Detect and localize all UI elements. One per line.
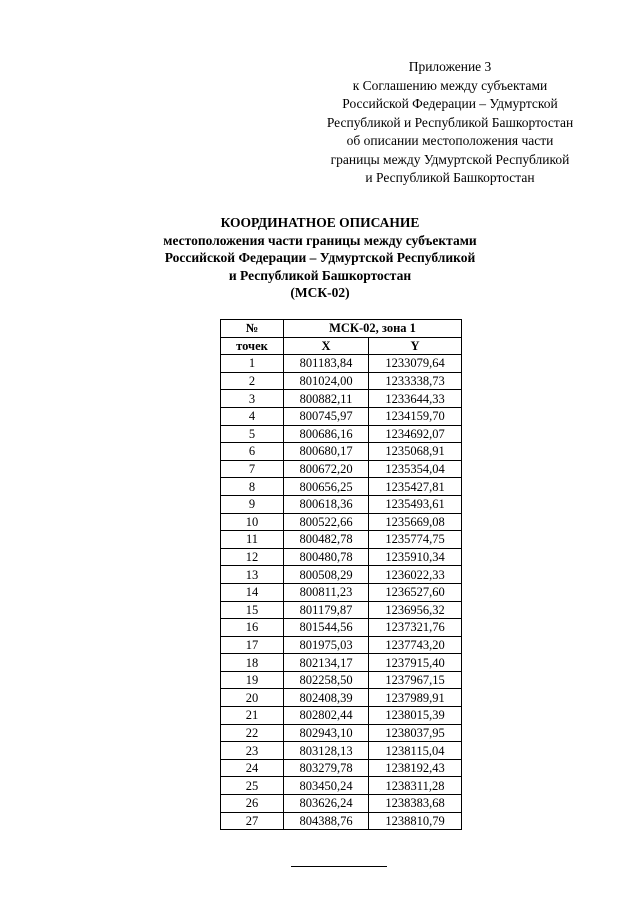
table-row <box>221 566 462 584</box>
point-number-cell: 14 <box>221 583 284 601</box>
appendix-line: Республикой и Республикой Башкортостан <box>326 114 574 130</box>
title-line: местоположения части границы между субъектами <box>163 232 477 248</box>
point-number-cell: 26 <box>221 795 284 813</box>
title-line: и Республикой Башкортостан <box>228 267 412 283</box>
table-row <box>221 601 462 619</box>
point-number-cell: 1 <box>221 355 284 373</box>
y-coordinate-cell: 1237915,40 <box>369 654 462 672</box>
table-row <box>221 407 462 425</box>
y-coordinate-cell: 1238383,68 <box>369 795 462 813</box>
x-coordinate-cell: 800686,16 <box>284 425 369 443</box>
point-number-header-sub: точек <box>221 337 284 355</box>
point-number-cell: 10 <box>221 513 284 531</box>
x-coordinate-cell: 804388,76 <box>284 812 369 830</box>
y-coordinate-cell: 1235669,08 <box>369 513 462 531</box>
x-coordinate-cell: 802802,44 <box>284 707 369 725</box>
table-row <box>221 355 462 373</box>
y-coordinate-cell: 1234692,07 <box>369 425 462 443</box>
table-row <box>221 795 462 813</box>
y-coordinate-cell: 1236022,33 <box>369 566 462 584</box>
y-coordinate-cell: 1236527,60 <box>369 583 462 601</box>
coordinates-table <box>220 319 462 830</box>
x-coordinate-cell: 801975,03 <box>284 636 369 654</box>
x-coordinate-cell: 802258,50 <box>284 671 369 689</box>
table-row <box>221 759 462 777</box>
y-coordinate-cell: 1238192,43 <box>369 759 462 777</box>
y-coordinate-cell: 1238037,95 <box>369 724 462 742</box>
point-number-cell: 15 <box>221 601 284 619</box>
point-number-cell: 9 <box>221 495 284 513</box>
x-coordinate-cell: 803128,13 <box>284 742 369 760</box>
x-coordinate-cell: 801544,56 <box>284 619 369 637</box>
x-coordinate-cell: 800508,29 <box>284 566 369 584</box>
point-number-cell: 25 <box>221 777 284 795</box>
table-row <box>221 777 462 795</box>
table-body <box>221 355 462 830</box>
y-coordinate-cell: 1238810,79 <box>369 812 462 830</box>
y-coordinate-cell: 1235427,81 <box>369 478 462 496</box>
point-number-cell: 21 <box>221 707 284 725</box>
x-coordinate-cell: 800745,97 <box>284 407 369 425</box>
x-coordinate-cell: 801179,87 <box>284 601 369 619</box>
y-coordinate-cell: 1237321,76 <box>369 619 462 637</box>
y-coordinate-cell: 1236956,32 <box>369 601 462 619</box>
x-coordinate-cell: 803626,24 <box>284 795 369 813</box>
x-coordinate-cell: 800680,17 <box>284 443 369 461</box>
point-number-cell: 12 <box>221 548 284 566</box>
table-row <box>221 583 462 601</box>
end-divider <box>291 866 387 867</box>
table-header <box>221 320 462 355</box>
point-number-cell: 11 <box>221 531 284 549</box>
y-coordinate-cell: 1235774,75 <box>369 531 462 549</box>
table-header-row <box>221 337 462 355</box>
table-row <box>221 689 462 707</box>
table-header-row <box>221 320 462 338</box>
point-number-cell: 18 <box>221 654 284 672</box>
appendix-header <box>300 58 600 188</box>
y-coordinate-cell: 1235910,34 <box>369 548 462 566</box>
point-number-cell: 6 <box>221 443 284 461</box>
table-row <box>221 372 462 390</box>
point-number-header: № <box>221 320 284 338</box>
y-coordinate-cell: 1235493,61 <box>369 495 462 513</box>
appendix-line: об описании местоположения части <box>346 133 554 148</box>
table-row <box>221 654 462 672</box>
table-row <box>221 513 462 531</box>
x-coordinate-cell: 800482,78 <box>284 531 369 549</box>
zone-header: МСК-02, зона 1 <box>284 320 462 338</box>
point-number-cell: 19 <box>221 671 284 689</box>
table-row <box>221 636 462 654</box>
table-row <box>221 443 462 461</box>
x-coordinate-cell: 801183,84 <box>284 355 369 373</box>
x-coordinate-cell: 800882,11 <box>284 390 369 408</box>
point-number-cell: 4 <box>221 407 284 425</box>
y-coordinate-cell: 1234159,70 <box>369 407 462 425</box>
y-column-header: Y <box>369 337 462 355</box>
x-coordinate-cell: 802943,10 <box>284 724 369 742</box>
table-row <box>221 548 462 566</box>
point-number-cell: 20 <box>221 689 284 707</box>
y-coordinate-cell: 1237743,20 <box>369 636 462 654</box>
table-row <box>221 671 462 689</box>
table-row <box>221 478 462 496</box>
table-row <box>221 390 462 408</box>
point-number-cell: 23 <box>221 742 284 760</box>
y-coordinate-cell: 1238115,04 <box>369 742 462 760</box>
y-coordinate-cell: 1233644,33 <box>369 390 462 408</box>
point-number-cell: 5 <box>221 425 284 443</box>
y-coordinate-cell: 1235354,04 <box>369 460 462 478</box>
x-coordinate-cell: 803450,24 <box>284 777 369 795</box>
point-number-cell: 16 <box>221 619 284 637</box>
point-number-cell: 27 <box>221 812 284 830</box>
table-row <box>221 707 462 725</box>
x-coordinate-cell: 800672,20 <box>284 460 369 478</box>
table-row <box>221 531 462 549</box>
table-row <box>221 812 462 830</box>
x-coordinate-cell: 800522,66 <box>284 513 369 531</box>
appendix-line: к Соглашению между субъектами <box>352 77 548 93</box>
table-row <box>221 619 462 637</box>
table-row <box>221 425 462 443</box>
x-coordinate-cell: 800656,25 <box>284 478 369 496</box>
x-coordinate-cell: 800480,78 <box>284 548 369 566</box>
table-row <box>221 724 462 742</box>
title-line: (МСК-02) <box>290 285 350 300</box>
table-row <box>221 460 462 478</box>
y-coordinate-cell: 1233079,64 <box>369 355 462 373</box>
y-coordinate-cell: 1235068,91 <box>369 443 462 461</box>
y-coordinate-cell: 1237967,15 <box>369 671 462 689</box>
y-coordinate-cell: 1238311,28 <box>369 777 462 795</box>
y-coordinate-cell: 1237989,91 <box>369 689 462 707</box>
appendix-line: Приложение 3 <box>408 59 492 74</box>
point-number-cell: 3 <box>221 390 284 408</box>
x-coordinate-cell: 803279,78 <box>284 759 369 777</box>
table-row <box>221 742 462 760</box>
x-coordinate-cell: 800811,23 <box>284 583 369 601</box>
point-number-cell: 7 <box>221 460 284 478</box>
title-line: Российской Федерации – Удмуртской Республикой <box>164 250 476 265</box>
table-row <box>221 495 462 513</box>
point-number-cell: 17 <box>221 636 284 654</box>
point-number-cell: 24 <box>221 759 284 777</box>
x-coordinate-cell: 802408,39 <box>284 689 369 707</box>
point-number-cell: 2 <box>221 372 284 390</box>
point-number-cell: 22 <box>221 724 284 742</box>
x-coordinate-cell: 802134,17 <box>284 654 369 672</box>
y-coordinate-cell: 1233338,73 <box>369 372 462 390</box>
appendix-line: границы между Удмуртской Республикой <box>330 151 570 167</box>
y-coordinate-cell: 1238015,39 <box>369 707 462 725</box>
appendix-line: Российской Федерации – Удмуртской <box>342 96 558 111</box>
x-coordinate-cell: 801024,00 <box>284 372 369 390</box>
title-heading: КООРДИНАТНОЕ ОПИСАНИЕ <box>220 215 420 230</box>
point-number-cell: 13 <box>221 566 284 584</box>
document-title <box>80 214 560 302</box>
point-number-cell: 8 <box>221 478 284 496</box>
appendix-line: и Республикой Башкортостан <box>365 170 535 185</box>
x-column-header: X <box>284 337 369 355</box>
x-coordinate-cell: 800618,36 <box>284 495 369 513</box>
